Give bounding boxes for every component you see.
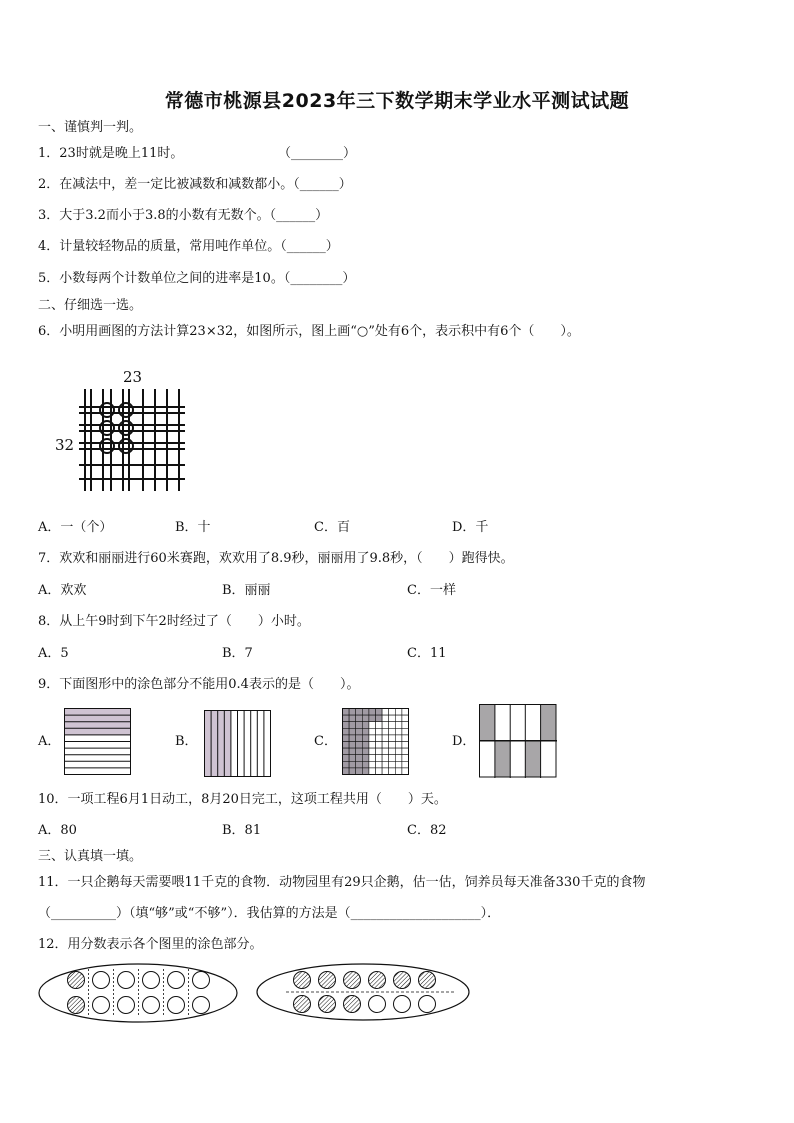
grid-cell — [395, 728, 402, 735]
question-11-line-2[interactable]: （__________）（填“够”或“不够”）．我估算的方法是（____________________）． — [38, 906, 501, 921]
circle-empty — [143, 972, 160, 989]
question-9-option-d[interactable]: D． — [452, 734, 476, 749]
grid-cell — [402, 715, 409, 722]
grid-cell — [369, 761, 376, 768]
circle-shaded — [344, 996, 361, 1013]
grid-cell — [349, 709, 356, 716]
grid-cell — [376, 735, 383, 742]
grid-cell — [369, 735, 376, 742]
page-title: 常德市桃源县2023年三下数学期末学业水平测试试题 — [164, 90, 630, 112]
grid-cell — [356, 755, 363, 762]
question-10-option-b[interactable]: B．81 — [222, 823, 262, 838]
grid-cell — [343, 761, 350, 768]
grid-cell — [402, 728, 409, 735]
grid-cell — [389, 748, 396, 755]
grid-cell — [343, 748, 350, 755]
grid-cell — [369, 728, 376, 735]
grid-cell — [402, 768, 409, 775]
grid-cell — [376, 755, 383, 762]
question-6-option-c[interactable]: C．百 — [314, 520, 350, 535]
question-8-option-c[interactable]: C．11 — [407, 646, 447, 661]
question-8-option-a[interactable]: A．5 — [38, 646, 69, 661]
figure-ellipse-circles-left — [38, 962, 238, 1024]
question-1-text: 1．23时就是晚上11时。 — [38, 146, 184, 161]
grid-cell — [395, 722, 402, 729]
grid-cell — [362, 728, 369, 735]
question-9-option-c[interactable]: C． — [314, 734, 337, 749]
circle-shaded — [294, 972, 311, 989]
question-1-blank[interactable]: （________） — [278, 146, 357, 161]
circle-shaded — [319, 996, 336, 1013]
grid-cell — [349, 755, 356, 762]
grid-cell — [382, 709, 389, 716]
circle-empty — [419, 996, 436, 1013]
question-12-text: 12．用分数表示各个图里的涂色部分。 — [38, 937, 263, 952]
figure-a-horizontal-strips — [64, 708, 132, 776]
question-6-text: 6．小明用画图的方法计算23×32，如图所示，图上画“○”处有6个，表示积中有6个（ ）。 — [38, 324, 580, 339]
grid-cell — [362, 709, 369, 716]
question-4-text: 4．计量较轻物品的质量，常用吨作单位。 — [38, 239, 281, 254]
circle-shaded — [68, 972, 85, 989]
grid-cell — [356, 768, 363, 775]
grid-cell — [362, 761, 369, 768]
grid-cell — [395, 742, 402, 749]
grid-cell — [349, 722, 356, 729]
grid-cell — [356, 715, 363, 722]
grid-cell — [395, 761, 402, 768]
grid-cell — [382, 728, 389, 735]
grid-cell — [362, 715, 369, 722]
grid-cell — [402, 735, 409, 742]
grid-cell — [356, 728, 363, 735]
grid-cell — [402, 709, 409, 716]
grid-cell — [402, 748, 409, 755]
grid-cell — [389, 755, 396, 762]
grid-cell — [389, 742, 396, 749]
grid-cell — [402, 761, 409, 768]
grid-cell — [395, 768, 402, 775]
question-11-line-1: 11．一只企鹅每天需要喂11千克的食物．动物园里有29只企鹅，估一估，饲养员每天准备330千克的食物 — [38, 875, 646, 890]
circle-empty — [168, 972, 185, 989]
grid-cell — [402, 742, 409, 749]
section-heading-1: 一、谨慎判一判。 — [38, 120, 143, 135]
circle-shaded — [419, 972, 436, 989]
question-5-text: 5．小数每两个计数单位之间的进率是10。 — [38, 271, 284, 286]
grid-cell — [382, 735, 389, 742]
question-6-option-d[interactable]: D．千 — [452, 520, 489, 535]
section-heading-3: 三、认真填一填。 — [38, 849, 143, 864]
grid-cell — [382, 761, 389, 768]
grid-cell — [343, 755, 350, 762]
grid-cell — [369, 755, 376, 762]
figure-b-vertical-strips — [204, 710, 272, 778]
question-10-option-c[interactable]: C．82 — [407, 823, 447, 838]
question-2 — [38, 177, 352, 193]
question-7-option-a[interactable]: A．欢欢 — [38, 583, 87, 598]
grid-cell — [349, 768, 356, 775]
circle-empty — [394, 996, 411, 1013]
question-9-text: 9．下面图形中的涂色部分不能用0.4表示的是（ ）。 — [38, 677, 360, 692]
circle-empty — [118, 997, 135, 1014]
question-10-text: 10．一项工程6月1日动工，8月20日完工，这项工程共用（ ）天。 — [38, 792, 447, 807]
grid-cell — [349, 761, 356, 768]
grid-cell — [382, 768, 389, 775]
grid-cell — [362, 742, 369, 749]
grid-cell — [349, 728, 356, 735]
grid-cell — [389, 715, 396, 722]
grid-cell — [356, 748, 363, 755]
grid-cell — [395, 755, 402, 762]
question-7-option-b[interactable]: B．丽丽 — [222, 583, 271, 598]
circle-shaded — [369, 972, 386, 989]
grid-cell — [356, 722, 363, 729]
grid-cell — [376, 715, 383, 722]
grid-cell — [349, 742, 356, 749]
grid-cell — [343, 768, 350, 775]
grid-cell — [376, 768, 383, 775]
grid-cell — [356, 761, 363, 768]
question-8-text: 8．从上午9时到下午2时经过了（ ）小时。 — [38, 614, 310, 629]
question-2-blank[interactable]: （______） — [293, 177, 352, 192]
grid-cell — [376, 722, 383, 729]
circle-empty — [193, 972, 210, 989]
grid-cell — [369, 768, 376, 775]
grid-cell — [369, 715, 376, 722]
question-3 — [38, 208, 328, 224]
grid-cell — [369, 722, 376, 729]
section-heading-2: 二、仔细选一选。 — [38, 298, 143, 313]
circle-empty — [93, 972, 110, 989]
question-9-option-b[interactable]: B． — [175, 734, 198, 749]
grid-cell — [362, 748, 369, 755]
figure-label-32: 32 — [55, 436, 75, 454]
grid-cell — [362, 768, 369, 775]
grid-cell — [349, 715, 356, 722]
grid-cell — [402, 755, 409, 762]
grid-cell — [356, 742, 363, 749]
grid-cell — [389, 768, 396, 775]
line-multiplication-figure — [75, 385, 195, 500]
question-3-blank[interactable]: （______） — [269, 208, 329, 223]
figure-ellipse-circles-right — [256, 962, 470, 1022]
grid-cell — [402, 722, 409, 729]
figure-label-23: 23 — [123, 368, 143, 386]
circle-shaded — [344, 972, 361, 989]
grid-cell — [376, 728, 383, 735]
circle-empty — [168, 997, 185, 1014]
grid-cell — [343, 709, 350, 716]
grid-cell — [349, 748, 356, 755]
circle-empty — [143, 997, 160, 1014]
grid-cell — [369, 742, 376, 749]
grid-cell — [395, 709, 402, 716]
grid-cell — [343, 722, 350, 729]
grid-cell — [369, 709, 376, 716]
grid-cell — [343, 742, 350, 749]
figure-c-hundred-grid — [342, 708, 410, 776]
grid-cell — [376, 748, 383, 755]
grid-cell — [395, 748, 402, 755]
grid-cell — [343, 735, 350, 742]
grid-cell — [362, 755, 369, 762]
grid-cell — [356, 709, 363, 716]
grid-cell — [389, 728, 396, 735]
question-9-option-a[interactable]: A． — [38, 734, 61, 749]
question-3-text: 3．大于3.2而小于3.8的小数有无数个。 — [38, 208, 270, 223]
question-8-option-b[interactable]: B．7 — [222, 646, 253, 661]
question-4 — [38, 239, 339, 255]
grid-cell — [382, 742, 389, 749]
grid-cell — [369, 748, 376, 755]
circle-empty — [369, 996, 386, 1013]
grid-cell — [382, 755, 389, 762]
grid-cell — [343, 728, 350, 735]
grid-cell — [376, 761, 383, 768]
circle-shaded — [394, 972, 411, 989]
grid-cell — [343, 715, 350, 722]
question-5 — [38, 271, 355, 287]
circle-empty — [118, 972, 135, 989]
grid-cell — [389, 735, 396, 742]
grid-cell — [356, 735, 363, 742]
question-7-text: 7．欢欢和丽丽进行60米赛跑，欢欢用了8.9秒，丽丽用了9.8秒，（ ）跑得快。 — [38, 551, 514, 566]
grid-cell — [389, 709, 396, 716]
grid-cell — [395, 735, 402, 742]
circle-empty — [193, 997, 210, 1014]
grid-cell — [362, 735, 369, 742]
grid-cell — [382, 748, 389, 755]
circle-shaded — [294, 996, 311, 1013]
circle-shaded — [68, 997, 85, 1014]
question-7-option-c[interactable]: C．一样 — [407, 583, 456, 598]
figure-d-split-rectangle — [479, 704, 557, 778]
grid-cell — [349, 735, 356, 742]
grid-cell — [389, 761, 396, 768]
circle-empty — [93, 997, 110, 1014]
grid-cell — [389, 722, 396, 729]
question-1 — [38, 146, 183, 162]
grid-cell — [395, 715, 402, 722]
question-2-text: 2．在减法中，差一定比被减数和减数都小。 — [38, 177, 294, 192]
grid-cell — [382, 722, 389, 729]
question-6-option-a[interactable]: A．一（个） — [38, 520, 113, 535]
question-5-blank[interactable]: （________） — [283, 271, 356, 286]
question-4-blank[interactable]: （______） — [280, 239, 339, 254]
grid-cell — [362, 722, 369, 729]
question-10-option-a[interactable]: A．80 — [38, 823, 77, 838]
grid-cell — [382, 715, 389, 722]
grid-cell — [376, 709, 383, 716]
grid-cell — [376, 742, 383, 749]
question-6-option-b[interactable]: B．十 — [175, 520, 211, 535]
circle-shaded — [319, 972, 336, 989]
